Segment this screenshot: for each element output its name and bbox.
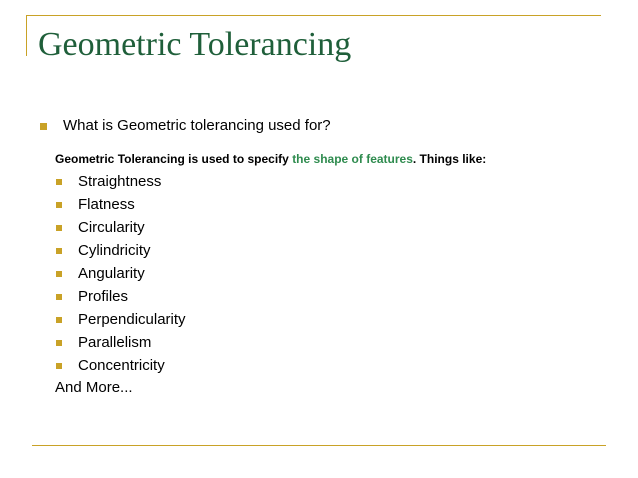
square-bullet-icon <box>56 179 62 185</box>
list-item <box>56 170 186 193</box>
list-item-label: Concentricity <box>78 357 165 374</box>
list-item-label: Flatness <box>78 196 135 213</box>
list-item <box>56 262 186 285</box>
list-item <box>56 239 186 262</box>
top-rule <box>26 15 601 16</box>
square-bullet-icon <box>56 225 62 231</box>
list-item-label: Perpendicularity <box>78 311 186 328</box>
question-row <box>40 116 331 136</box>
slide-title: Geometric Tolerancing <box>38 26 352 63</box>
and-more-text: And More... <box>55 379 133 396</box>
intro-before: Geometric Tolerancing is used to specify <box>55 152 293 166</box>
left-rule <box>26 15 27 56</box>
list-item <box>56 285 186 308</box>
bottom-rule <box>32 445 606 446</box>
intro-highlight: the shape of features <box>292 152 413 166</box>
list-item-label: Parallelism <box>78 334 152 351</box>
intro-text <box>55 150 486 168</box>
square-bullet-icon <box>56 271 62 277</box>
square-bullet-icon <box>56 317 62 323</box>
list-item-label: Straightness <box>78 173 162 190</box>
square-bullet-icon <box>40 123 47 130</box>
square-bullet-icon <box>56 340 62 346</box>
square-bullet-icon <box>56 363 62 369</box>
list-item-label: Cylindricity <box>78 242 151 259</box>
square-bullet-icon <box>56 202 62 208</box>
list-item <box>56 331 186 354</box>
list-item <box>56 193 186 216</box>
list-item-label: Angularity <box>78 265 145 282</box>
list-item-label: Profiles <box>78 288 129 305</box>
square-bullet-icon <box>56 294 62 300</box>
question-text: What is Geometric tolerancing used for? <box>63 117 331 134</box>
feature-list <box>56 170 186 377</box>
intro-after: . Things like: <box>412 152 487 166</box>
list-item <box>56 308 186 331</box>
list-item <box>56 354 186 377</box>
square-bullet-icon <box>56 248 62 254</box>
list-item <box>56 216 186 239</box>
list-item-label: Circularity <box>78 219 145 236</box>
